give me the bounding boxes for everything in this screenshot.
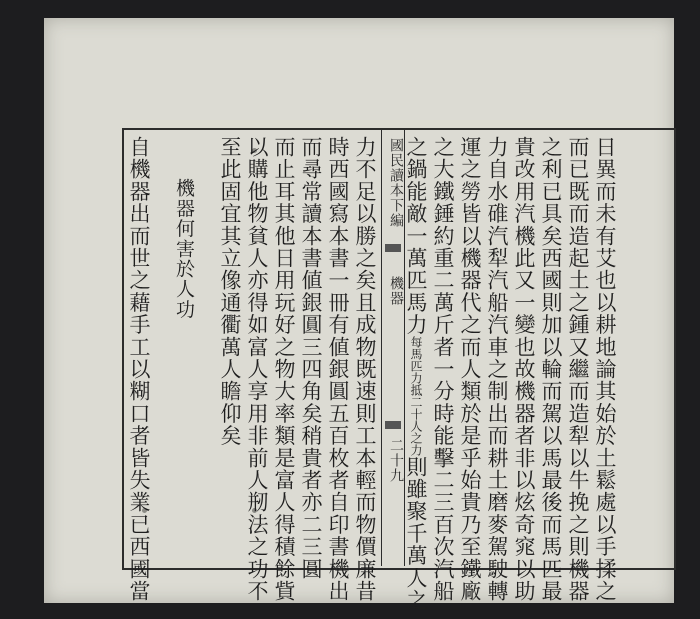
text-column-r7: 之大鐵錘約重二萬斤者一分時能擊二三百次汽船 [431,136,455,603]
text-column-r8-main: 之鍋能敵一萬匹馬力 [404,136,428,336]
text-column-r8 [405,136,426,611]
text-column-l8: 自機器出而世之藉手工以糊口者皆失業已西國當 [127,136,151,603]
text-column-l3: 而尋常讀本書値銀圓三四角矣稍貴者亦二三圓 [299,136,323,580]
text-column-l4: 而止耳其他日用玩好之物大率類是富人得積餘貲 [272,136,296,603]
text-column-r8-tail: 則雖聚千萬人之 [404,455,428,612]
text-column-l5: 以購他物貧人亦得如富人享用非前人剏法之功不 [245,136,269,603]
section-subheading: 機器何害於人功 [173,178,195,320]
gutter-section-title: 機器 [388,276,404,306]
gutter-page-number: 二十九 [388,438,404,483]
text-column-r5: 力自水碓汽犁汽船汽車之制出而耕土磨麥駕駛轉 [485,136,509,603]
text-column-r2: 而已既而造起土之鍾又繼而造犁以牛挽之則機器 [566,136,590,603]
text-column-l2: 時西國寫本書一冊有値銀圓五百枚者自印書機出 [326,136,350,603]
text-column-r4: 貴改用汽機此又一變也故機器者非以炫奇窕以助 [512,136,536,603]
gutter-fish-tail-top [385,244,401,252]
text-column-r6: 運之勞皆以機器代之而人類於是乎始貴乃至鐵廠 [458,136,482,603]
gutter-book-title: 國民讀本下編 [388,138,404,228]
document-page [44,18,674,612]
gutter-fish-tail-bottom [385,421,401,429]
text-column-l6: 至此固宜其立像通衢萬人瞻仰矣 [218,136,242,447]
text-column-l1: 力不足以勝之矣且成物既速則工本輕而物價廉昔 [353,136,377,603]
inline-note: 每馬匹力抵二十人之力 [409,335,423,456]
text-column-r3: 之利已具矣西國則加以輪而駕以馬最後而馬匹最 [539,136,563,603]
text-column-r1: 日異而未有艾也以耕地論其始於土鬆處以手揉之 [593,136,617,603]
